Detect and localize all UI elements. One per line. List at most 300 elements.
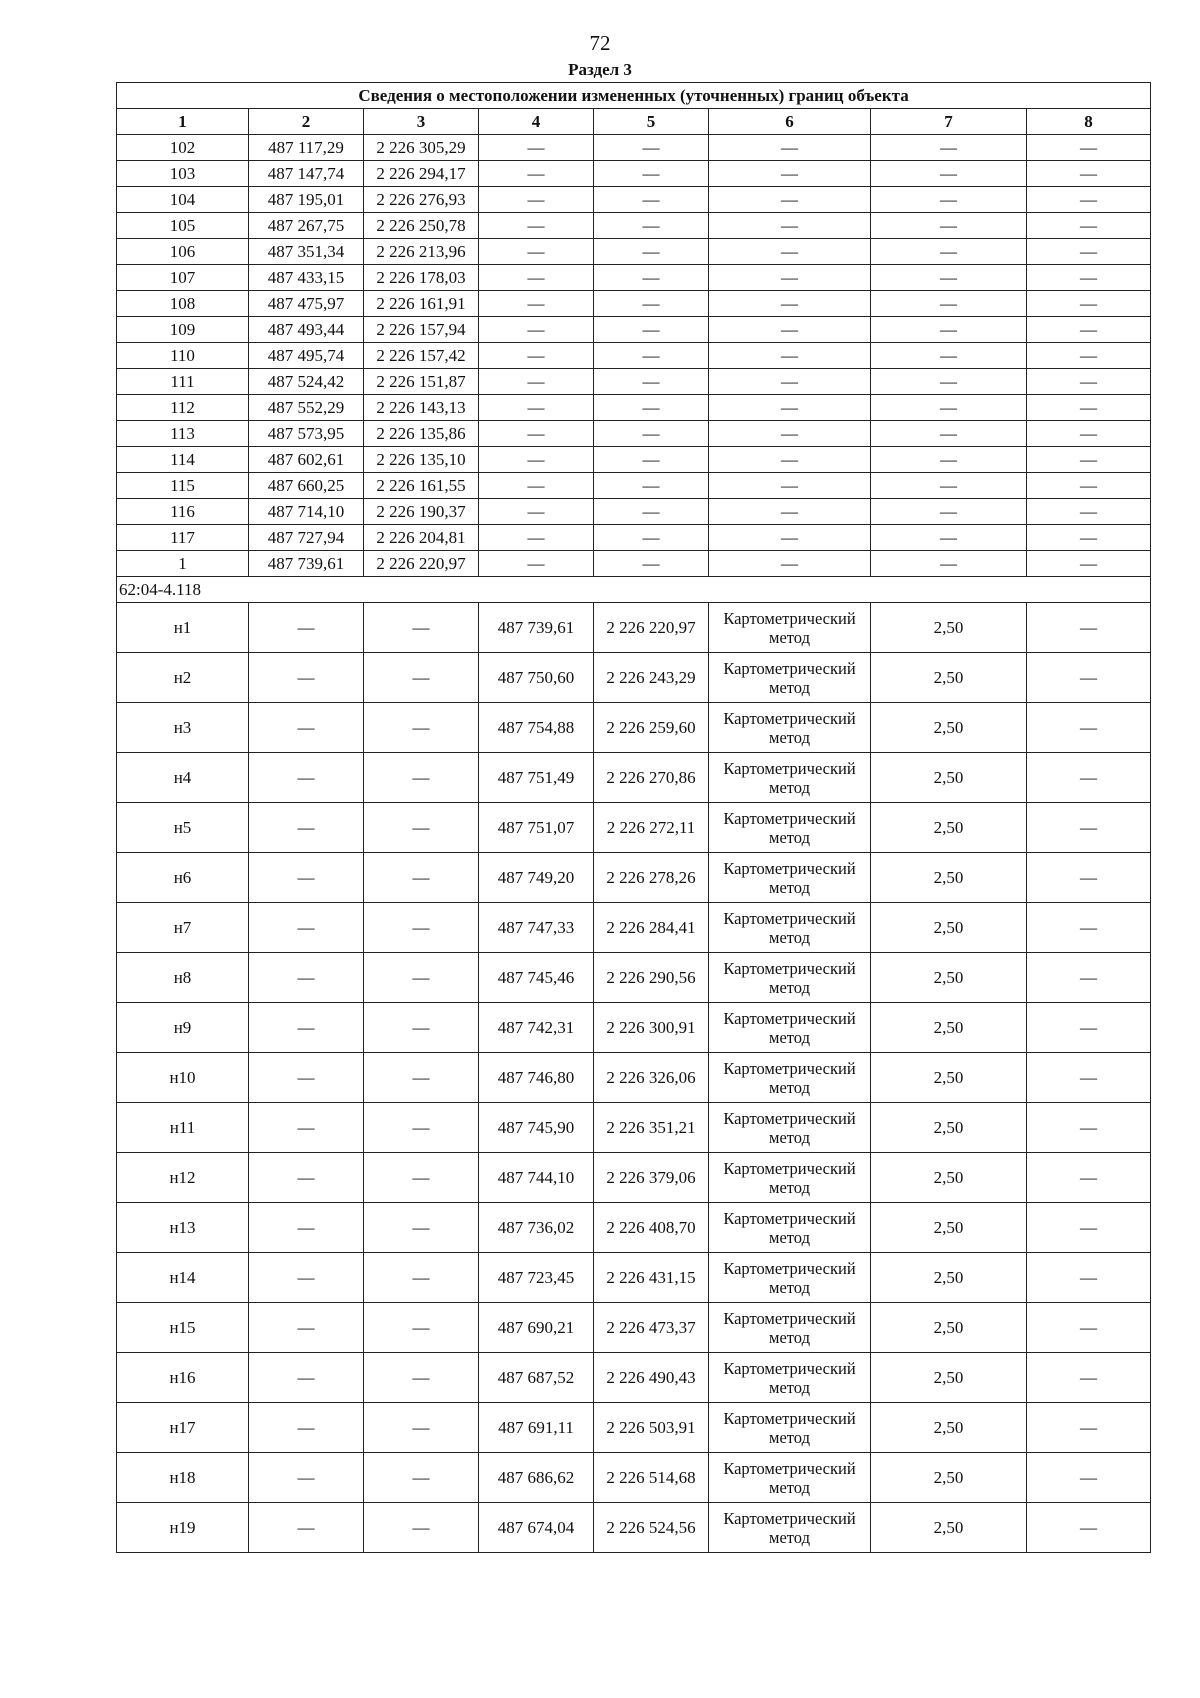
table-cell-col5: 2 226 524,56 [594, 1503, 709, 1553]
table-row [117, 653, 1151, 703]
table-cell-col2: — [249, 1453, 364, 1503]
table-cell-col2: — [249, 1053, 364, 1103]
table-cell-col4: — [479, 135, 594, 161]
table-cell-col7: 2,50 [871, 1203, 1027, 1253]
table-cell-col8: — [1027, 161, 1151, 187]
table-cell-col3: — [364, 653, 479, 703]
table-cell-col2: — [249, 953, 364, 1003]
table-cell-col2: 487 552,29 [249, 395, 364, 421]
boundary-coordinates-table [116, 82, 1151, 1553]
table-row [117, 1303, 1151, 1353]
table-cell-col2: — [249, 1303, 364, 1353]
table-cell-col2: 487 433,15 [249, 265, 364, 291]
table-cell-col6: Картометрический метод [709, 1503, 871, 1553]
table-cell-col5: 2 226 351,21 [594, 1103, 709, 1153]
table-cell-col2: — [249, 1403, 364, 1453]
table-cell-col5: — [594, 395, 709, 421]
table-cell-col1: 108 [117, 291, 249, 317]
table-cell-col7: — [871, 187, 1027, 213]
table-cell-col5: — [594, 161, 709, 187]
table-cell-col7: 2,50 [871, 653, 1027, 703]
table-cell-col4: — [479, 395, 594, 421]
table-cell-col5: — [594, 421, 709, 447]
table-cell-col5: 2 226 220,97 [594, 603, 709, 653]
table-cell-col1: н2 [117, 653, 249, 703]
table-cell-col2: 487 267,75 [249, 213, 364, 239]
table-cell-col7: — [871, 473, 1027, 499]
table-row [117, 1203, 1151, 1253]
table-cell-col1: 113 [117, 421, 249, 447]
table-cell-col1: н7 [117, 903, 249, 953]
table-cell-col8: — [1027, 369, 1151, 395]
table-cell-col2: — [249, 603, 364, 653]
table-cell-col5: 2 226 270,86 [594, 753, 709, 803]
table-cell-col5: 2 226 300,91 [594, 1003, 709, 1053]
table-cell-col3: 2 226 305,29 [364, 135, 479, 161]
table-row [117, 803, 1151, 853]
table-cell-col7: — [871, 395, 1027, 421]
table-row [117, 343, 1151, 369]
table-cell-col1: н15 [117, 1303, 249, 1353]
existing-points-rows [117, 135, 1151, 577]
table-cell-col2: — [249, 903, 364, 953]
table-cell-col6: — [709, 265, 871, 291]
table-cell-col7: 2,50 [871, 953, 1027, 1003]
table-cell-col5: 2 226 326,06 [594, 1053, 709, 1103]
table-cell-col1: 114 [117, 447, 249, 473]
table-cell-col4: — [479, 421, 594, 447]
table-cell-col3: — [364, 803, 479, 853]
table-row [117, 395, 1151, 421]
table-cell-col5: 2 226 243,29 [594, 653, 709, 703]
table-cell-col2: 487 117,29 [249, 135, 364, 161]
table-cell-col1: 102 [117, 135, 249, 161]
table-cell-col3: 2 226 276,93 [364, 187, 479, 213]
table-cell-col7: — [871, 369, 1027, 395]
table-cell-col7: — [871, 447, 1027, 473]
table-cell-col3: — [364, 1353, 479, 1403]
table-cell-col5: — [594, 317, 709, 343]
table-caption: Сведения о местоположении измененных (уточненных) границ объекта [117, 83, 1151, 109]
table-cell-col7: — [871, 551, 1027, 577]
table-row [117, 317, 1151, 343]
table-row [117, 603, 1151, 653]
table-cell-col3: — [364, 1153, 479, 1203]
table-cell-col7: — [871, 135, 1027, 161]
table-cell-col4: — [479, 447, 594, 473]
table-cell-col2: 487 195,01 [249, 187, 364, 213]
table-row [117, 1153, 1151, 1203]
table-cell-col7: — [871, 161, 1027, 187]
table-row [117, 369, 1151, 395]
table-cell-col5: 2 226 514,68 [594, 1453, 709, 1503]
table-cell-col8: — [1027, 653, 1151, 703]
table-cell-col6: — [709, 161, 871, 187]
section-title: Раздел 3 [568, 60, 632, 79]
table-cell-col5: 2 226 408,70 [594, 1203, 709, 1253]
table-cell-col6: Картометрический метод [709, 803, 871, 853]
table-cell-col2: — [249, 1353, 364, 1403]
table-cell-col4: 487 750,60 [479, 653, 594, 703]
table-cell-col6: — [709, 343, 871, 369]
table-cell-col7: 2,50 [871, 1353, 1027, 1403]
table-cell-col6: — [709, 395, 871, 421]
table-cell-col3: 2 226 178,03 [364, 265, 479, 291]
table-cell-col4: 487 742,31 [479, 1003, 594, 1053]
table-cell-col8: — [1027, 317, 1151, 343]
table-cell-col5: 2 226 379,06 [594, 1153, 709, 1203]
table-cell-col8: — [1027, 1003, 1151, 1053]
table-cell-col1: н18 [117, 1453, 249, 1503]
table-cell-col5: — [594, 265, 709, 291]
table-cell-col7: — [871, 525, 1027, 551]
table-cell-col5: — [594, 447, 709, 473]
table-cell-col4: 487 687,52 [479, 1353, 594, 1403]
table-cell-col2: 487 493,44 [249, 317, 364, 343]
table-cell-col8: — [1027, 1203, 1151, 1253]
table-cell-col3: — [364, 1203, 479, 1253]
table-row [117, 1253, 1151, 1303]
table-cell-col5: — [594, 369, 709, 395]
table-cell-col2: 487 573,95 [249, 421, 364, 447]
table-row [117, 187, 1151, 213]
table-cell-col2: 487 495,74 [249, 343, 364, 369]
table-cell-col4: — [479, 213, 594, 239]
page-number: 72 [589, 31, 611, 55]
table-cell-col6: Картометрический метод [709, 1003, 871, 1053]
table-cell-col8: — [1027, 473, 1151, 499]
table-cell-col3: 2 226 135,86 [364, 421, 479, 447]
table-cell-col1: 117 [117, 525, 249, 551]
table-cell-col1: н17 [117, 1403, 249, 1453]
table-cell-col7: 2,50 [871, 1503, 1027, 1553]
table-row [117, 953, 1151, 1003]
table-cell-col8: — [1027, 525, 1151, 551]
table-cell-col5: — [594, 473, 709, 499]
table-cell-col7: 2,50 [871, 603, 1027, 653]
table-cell-col8: — [1027, 1453, 1151, 1503]
table-cell-col8: — [1027, 421, 1151, 447]
table-cell-col5: — [594, 213, 709, 239]
column-number: 5 [594, 109, 709, 135]
table-cell-col3: 2 226 157,42 [364, 343, 479, 369]
table-row [117, 161, 1151, 187]
table-cell-col1: 1 [117, 551, 249, 577]
table-cell-col6: Картометрический метод [709, 653, 871, 703]
table-cell-col2: — [249, 803, 364, 853]
table-cell-col1: 115 [117, 473, 249, 499]
table-cell-col5: — [594, 499, 709, 525]
table-cell-col3: — [364, 903, 479, 953]
table-cell-col8: — [1027, 1353, 1151, 1403]
table-cell-col3: — [364, 703, 479, 753]
column-number: 2 [249, 109, 364, 135]
table-cell-col4: 487 674,04 [479, 1503, 594, 1553]
table-cell-col6: Картометрический метод [709, 1053, 871, 1103]
column-number: 8 [1027, 109, 1151, 135]
table-cell-col6: — [709, 135, 871, 161]
table-cell-col8: — [1027, 1103, 1151, 1153]
table-cell-col8: — [1027, 447, 1151, 473]
table-cell-col1: 109 [117, 317, 249, 343]
table-cell-col6: Картометрический метод [709, 1253, 871, 1303]
table-cell-col3: — [364, 1503, 479, 1553]
table-cell-col7: 2,50 [871, 1153, 1027, 1203]
table-cell-col8: — [1027, 1303, 1151, 1353]
table-cell-col7: — [871, 343, 1027, 369]
table-cell-col3: — [364, 603, 479, 653]
table-cell-col3: 2 226 220,97 [364, 551, 479, 577]
table-cell-col2: — [249, 703, 364, 753]
table-cell-col2: 487 602,61 [249, 447, 364, 473]
table-cell-col3: 2 226 157,94 [364, 317, 479, 343]
table-cell-col8: — [1027, 803, 1151, 853]
table-cell-col3: 2 226 204,81 [364, 525, 479, 551]
table-cell-col7: 2,50 [871, 853, 1027, 903]
table-cell-col4: 487 745,90 [479, 1103, 594, 1153]
table-row [117, 1353, 1151, 1403]
table-cell-col2: — [249, 1253, 364, 1303]
table-cell-col6: — [709, 369, 871, 395]
table-cell-col6: — [709, 187, 871, 213]
table-cell-col4: 487 754,88 [479, 703, 594, 753]
table-cell-col6: Картометрический метод [709, 1303, 871, 1353]
table-row [117, 447, 1151, 473]
table-cell-col5: — [594, 135, 709, 161]
table-cell-col8: — [1027, 1053, 1151, 1103]
column-number: 3 [364, 109, 479, 135]
table-cell-col8: — [1027, 499, 1151, 525]
table-cell-col7: 2,50 [871, 1303, 1027, 1353]
table-cell-col4: 487 746,80 [479, 1053, 594, 1103]
table-cell-col4: — [479, 265, 594, 291]
table-row [117, 291, 1151, 317]
table-cell-col3: — [364, 753, 479, 803]
table-cell-col1: 106 [117, 239, 249, 265]
table-row [117, 213, 1151, 239]
table-cell-col8: — [1027, 1403, 1151, 1453]
table-cell-col2: — [249, 1003, 364, 1053]
table-cell-col2: 487 739,61 [249, 551, 364, 577]
table-cell-col5: 2 226 490,43 [594, 1353, 709, 1403]
table-cell-col8: — [1027, 187, 1151, 213]
table-cell-col5: 2 226 290,56 [594, 953, 709, 1003]
table-cell-col5: — [594, 551, 709, 577]
table-cell-col2: 487 714,10 [249, 499, 364, 525]
table-cell-col1: н16 [117, 1353, 249, 1403]
table-cell-col4: — [479, 551, 594, 577]
table-cell-col6: — [709, 421, 871, 447]
table-cell-col8: — [1027, 395, 1151, 421]
table-row [117, 1003, 1151, 1053]
table-cell-col4: 487 723,45 [479, 1253, 594, 1303]
table-cell-col3: 2 226 161,55 [364, 473, 479, 499]
table-cell-col7: — [871, 421, 1027, 447]
table-cell-col2: — [249, 1103, 364, 1153]
table-cell-col4: 487 691,11 [479, 1403, 594, 1453]
table-cell-col8: — [1027, 903, 1151, 953]
table-cell-col4: — [479, 187, 594, 213]
table-cell-col4: 487 747,33 [479, 903, 594, 953]
table-cell-col8: — [1027, 343, 1151, 369]
table-cell-col3: — [364, 1103, 479, 1153]
table-row [117, 265, 1151, 291]
table-cell-col5: 2 226 259,60 [594, 703, 709, 753]
table-cell-col2: — [249, 753, 364, 803]
table-cell-col1: 107 [117, 265, 249, 291]
table-cell-col8: — [1027, 213, 1151, 239]
table-cell-col5: 2 226 473,37 [594, 1303, 709, 1353]
table-cell-col1: н8 [117, 953, 249, 1003]
table-cell-col6: Картометрический метод [709, 903, 871, 953]
table-cell-col4: 487 751,49 [479, 753, 594, 803]
table-cell-col4: 487 736,02 [479, 1203, 594, 1253]
table-cell-col2: — [249, 1503, 364, 1553]
table-cell-col7: — [871, 239, 1027, 265]
table-cell-col8: — [1027, 265, 1151, 291]
table-cell-col5: — [594, 239, 709, 265]
table-cell-col4: — [479, 369, 594, 395]
table-cell-col4: — [479, 291, 594, 317]
table-cell-col3: 2 226 151,87 [364, 369, 479, 395]
table-cell-col1: н10 [117, 1053, 249, 1103]
table-cell-col5: — [594, 187, 709, 213]
table-cell-col7: 2,50 [871, 1403, 1027, 1453]
table-cell-col4: — [479, 525, 594, 551]
table-cell-col2: — [249, 1153, 364, 1203]
table-cell-col3: — [364, 1303, 479, 1353]
table-cell-col4: — [479, 317, 594, 343]
table-cell-col8: — [1027, 551, 1151, 577]
table-cell-col2: — [249, 653, 364, 703]
table-cell-col4: 487 745,46 [479, 953, 594, 1003]
table-cell-col4: — [479, 343, 594, 369]
table-cell-col6: Картометрический метод [709, 953, 871, 1003]
table-cell-col5: — [594, 343, 709, 369]
table-cell-col7: 2,50 [871, 903, 1027, 953]
table-cell-col3: 2 226 213,96 [364, 239, 479, 265]
table-cell-col3: — [364, 853, 479, 903]
table-cell-col2: — [249, 853, 364, 903]
table-cell-col6: — [709, 239, 871, 265]
table-cell-col7: 2,50 [871, 1103, 1027, 1153]
table-cell-col6: — [709, 499, 871, 525]
table-cell-col4: 487 751,07 [479, 803, 594, 853]
table-cell-col2: — [249, 1203, 364, 1253]
table-cell-col3: 2 226 161,91 [364, 291, 479, 317]
table-cell-col8: — [1027, 753, 1151, 803]
table-cell-col7: 2,50 [871, 1003, 1027, 1053]
table-cell-col1: 103 [117, 161, 249, 187]
table-row [117, 135, 1151, 161]
table-cell-col2: 487 351,34 [249, 239, 364, 265]
table-cell-col3: — [364, 1403, 479, 1453]
table-row [117, 1453, 1151, 1503]
table-row [117, 499, 1151, 525]
table-row [117, 1103, 1151, 1153]
new-points-rows [117, 603, 1151, 1553]
column-number: 6 [709, 109, 871, 135]
table-cell-col3: — [364, 1053, 479, 1103]
table-row [117, 473, 1151, 499]
column-number: 1 [117, 109, 249, 135]
table-cell-col1: н1 [117, 603, 249, 653]
table-cell-col1: 116 [117, 499, 249, 525]
table-row [117, 551, 1151, 577]
table-cell-col7: 2,50 [871, 753, 1027, 803]
table-cell-col6: Картометрический метод [709, 1453, 871, 1503]
table-cell-col5: 2 226 278,26 [594, 853, 709, 903]
table-row [117, 1403, 1151, 1453]
table-cell-col6: — [709, 213, 871, 239]
table-cell-col6: Картометрический метод [709, 853, 871, 903]
table-cell-col1: н6 [117, 853, 249, 903]
table-cell-col4: — [479, 473, 594, 499]
table-cell-col4: 487 686,62 [479, 1453, 594, 1503]
table-cell-col2: 487 147,74 [249, 161, 364, 187]
table-cell-col3: 2 226 143,13 [364, 395, 479, 421]
table-cell-col1: н12 [117, 1153, 249, 1203]
table-row [117, 239, 1151, 265]
table-cell-col7: — [871, 317, 1027, 343]
table-cell-col4: — [479, 161, 594, 187]
table-cell-col1: н11 [117, 1103, 249, 1153]
table-cell-col3: — [364, 953, 479, 1003]
table-row [117, 853, 1151, 903]
table-cell-col6: Картометрический метод [709, 1403, 871, 1453]
table-cell-col8: — [1027, 1503, 1151, 1553]
column-number: 7 [871, 109, 1027, 135]
table-cell-col2: 487 660,25 [249, 473, 364, 499]
table-cell-col1: 105 [117, 213, 249, 239]
table-cell-col7: — [871, 265, 1027, 291]
table-cell-col7: — [871, 213, 1027, 239]
table-row [117, 903, 1151, 953]
table-cell-col7: 2,50 [871, 703, 1027, 753]
table-row [117, 525, 1151, 551]
table-cell-col6: Картометрический метод [709, 1153, 871, 1203]
table-cell-col5: — [594, 291, 709, 317]
table-cell-col6: — [709, 525, 871, 551]
table-cell-col1: н19 [117, 1503, 249, 1553]
table-row [117, 1053, 1151, 1103]
table-cell-col8: — [1027, 1253, 1151, 1303]
table-cell-col1: н9 [117, 1003, 249, 1053]
table-cell-col3: 2 226 294,17 [364, 161, 479, 187]
table-cell-col8: — [1027, 853, 1151, 903]
table-cell-col6: — [709, 473, 871, 499]
parcel-number-label: 62:04-4.118 [117, 577, 1151, 603]
table-cell-col1: 111 [117, 369, 249, 395]
table-cell-col2: 487 475,97 [249, 291, 364, 317]
table-cell-col3: — [364, 1003, 479, 1053]
table-cell-col6: Картометрический метод [709, 1203, 871, 1253]
table-cell-col2: 487 524,42 [249, 369, 364, 395]
table-cell-col1: н14 [117, 1253, 249, 1303]
table-cell-col8: — [1027, 603, 1151, 653]
table-cell-col3: 2 226 190,37 [364, 499, 479, 525]
table-cell-col1: н3 [117, 703, 249, 753]
table-cell-col8: — [1027, 291, 1151, 317]
table-cell-col1: н4 [117, 753, 249, 803]
table-cell-col5: — [594, 525, 709, 551]
table-cell-col3: 2 226 135,10 [364, 447, 479, 473]
table-cell-col1: 112 [117, 395, 249, 421]
table-cell-col4: 487 749,20 [479, 853, 594, 903]
table-cell-col8: — [1027, 953, 1151, 1003]
table-row [117, 703, 1151, 753]
table-cell-col4: 487 690,21 [479, 1303, 594, 1353]
